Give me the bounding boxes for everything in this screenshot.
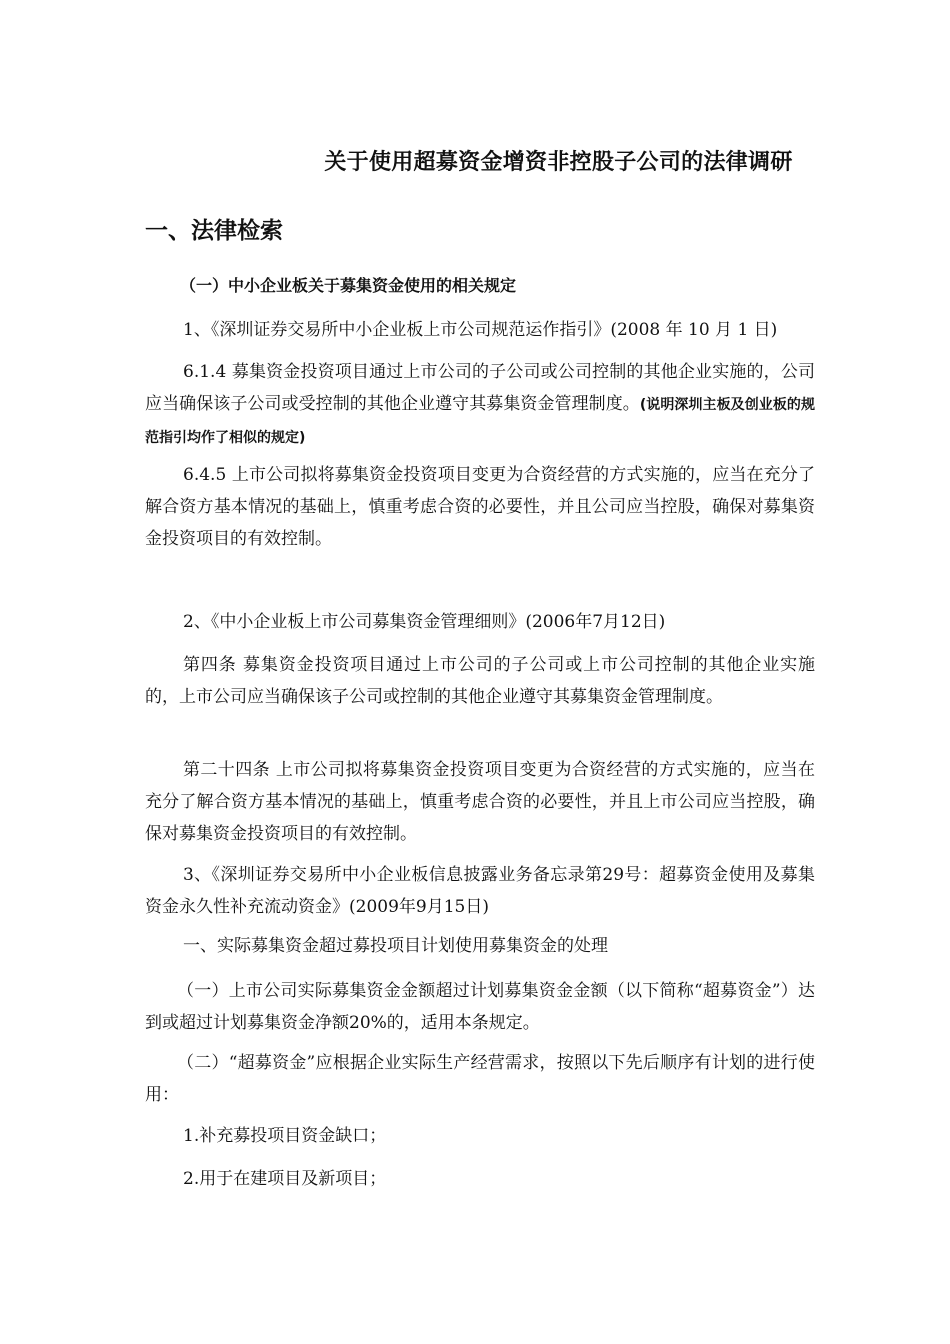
paragraph-8-text: 一、实际募集资金超过募投项目计划使用募集资金的处理 <box>183 936 608 956</box>
paragraph-6 <box>145 754 815 850</box>
paragraph-6-text: 第二十四条 上市公司拟将募集资金投资项目变更为合资经营的方式实施的，应当在充分了解合资方基本情况的基础上，慎重考虑合资的必要性，并且上市公司应当控股，确保对募集资金投资项目的有效控制。 <box>145 760 815 844</box>
paragraph-9 <box>145 975 815 1039</box>
paragraph-5-text: 第四条 募集资金投资项目通过上市公司的子公司或上市公司控制的其他企业实施的，上市公司应当确保该子公司或控制的其他企业遵守其募集资金管理制度。 <box>145 655 815 707</box>
paragraph-7-text: 3、《深圳证券交易所中小企业板信息披露业务备忘录第29号：超募资金使用及募集资金永久性补充流动资金》(2009年9月15日) <box>145 865 815 917</box>
paragraph-11-text: 1.补充募投项目资金缺口； <box>183 1126 387 1146</box>
section-heading-legal-search: 一、法律检索 <box>145 218 283 244</box>
paragraph-5 <box>145 649 815 713</box>
subsection-heading-sme-board: （一）中小企业板关于募集资金使用的相关规定 <box>180 276 517 295</box>
document-title: 关于使用超募资金增资非控股子公司的法律调研 <box>324 150 793 175</box>
paragraph-7 <box>145 859 815 923</box>
paragraph-3-text: 6.4.5 上市公司拟将募集资金投资项目变更为合资经营的方式实施的，应当在充分了解合资方基本情况的基础上，慎重考虑合资的必要性，并且公司应当控股，确保对募集资金投资项目的有效控制。 <box>145 465 815 549</box>
paragraph-12 <box>145 1163 815 1195</box>
paragraph-2-text: 6.1.4 募集资金投资项目通过上市公司的子公司或公司控制的其他企业实施的，公司应当确保该子公司或受控制的其他企业遵守其募集资金管理制度。 <box>145 362 815 414</box>
paragraph-3 <box>145 459 815 555</box>
paragraph-11 <box>145 1120 815 1152</box>
paragraph-10 <box>145 1047 815 1111</box>
paragraph-8 <box>145 930 815 962</box>
paragraph-4-text: 2、《中小企业板上市公司募集资金管理细则》(2006年7月12日) <box>183 612 666 632</box>
paragraph-1-text: 1、《深圳证券交易所中小企业板上市公司规范运作指引》(2008 年 10 月 1 日) <box>183 320 778 340</box>
paragraph-2-note: (说明深圳主板及创业板的规范指引均作了相似的规定) <box>145 397 816 446</box>
paragraph-1 <box>145 314 815 346</box>
paragraph-10-text: （二）“超募资金”应根据企业实际生产经营需求，按照以下先后顺序有计划的进行使用： <box>145 1053 815 1105</box>
paragraph-4 <box>145 606 815 638</box>
paragraph-12-text: 2.用于在建项目及新项目； <box>183 1169 387 1189</box>
paragraph-9-text: （一）上市公司实际募集资金金额超过计划募集资金金额（以下简称“超募资金”）达到或超过计划募集资金净额20%的，适用本条规定。 <box>145 981 815 1033</box>
paragraph-2 <box>145 356 815 454</box>
